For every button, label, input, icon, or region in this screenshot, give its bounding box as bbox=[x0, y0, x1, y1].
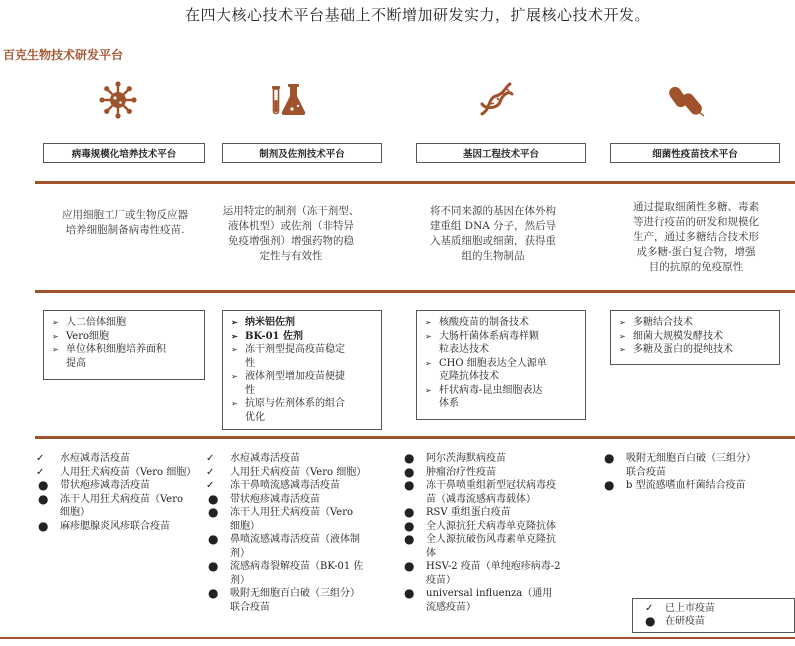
product-item: 联合疫苗 bbox=[626, 466, 666, 478]
technique-item: ➢ 核酸疫苗的制备技术 bbox=[425, 317, 529, 328]
legend-marketed: ✓ 已上市疫苗 bbox=[645, 603, 715, 614]
technique-item: ➢ 单位体积细胞培养面积 bbox=[52, 344, 166, 355]
platform-name: 病毒规模化培养技术平台 bbox=[71, 149, 177, 160]
product-item: ● 阿尔茨海默病疫苗 bbox=[404, 451, 506, 465]
techniques-list bbox=[425, 316, 579, 411]
product-item: ● 流感病毒裂解疫苗（BK-01 佐 bbox=[208, 559, 364, 573]
arrow-bullet-icon: ➢ bbox=[52, 345, 59, 354]
dot-icon: ● bbox=[208, 586, 219, 600]
legend bbox=[632, 598, 795, 633]
dot-icon: ● bbox=[208, 559, 219, 573]
dot-icon: ● bbox=[404, 518, 415, 533]
dot-icon: ● bbox=[404, 451, 415, 465]
product-item: ✓ 水痘减毒活疫苗 bbox=[36, 453, 130, 464]
dot-icon: ● bbox=[404, 532, 415, 546]
techniques-box bbox=[610, 310, 780, 365]
platform-name: 制剂及佐剂技术平台 bbox=[259, 149, 345, 160]
techniques-box bbox=[43, 310, 205, 380]
techniques-list bbox=[619, 316, 773, 357]
check-icon: ✓ bbox=[645, 603, 654, 614]
dot-icon: ● bbox=[404, 559, 415, 573]
check-icon: ✓ bbox=[36, 453, 45, 464]
product-item: ● 带状疱疹减毒活疫苗 bbox=[38, 478, 150, 492]
technique-item: 性 bbox=[245, 357, 255, 369]
techniques-box bbox=[416, 310, 586, 420]
products-list bbox=[204, 452, 400, 614]
technique-item: ➢ BK-01 佐剂 bbox=[231, 330, 303, 342]
dot-icon: ● bbox=[404, 464, 415, 479]
product-item: ● 全人源抗破伤风毒素单克隆抗 bbox=[404, 532, 556, 546]
bacteria-icon bbox=[668, 80, 708, 120]
lab-flask-icon bbox=[268, 80, 308, 120]
product-item: ● 带状疱疹减毒活疫苗 bbox=[208, 491, 320, 506]
product-item: 剂） bbox=[230, 547, 250, 559]
dot-icon: ● bbox=[38, 491, 49, 506]
arrow-bullet-icon: ➢ bbox=[52, 318, 59, 327]
technique-item: ➢ 液体剂型增加疫苗便捷 bbox=[231, 371, 345, 382]
check-icon: ✓ bbox=[206, 480, 215, 491]
product-item: ● universal influenza（通用 bbox=[404, 586, 553, 600]
intro-line: 在四大核心技术平台基础上不断增加研发实力，扩展核心技术开发。 bbox=[185, 6, 651, 24]
chart-title: 百克生物技术研发平台 bbox=[3, 48, 124, 62]
dot-icon: ● bbox=[404, 478, 415, 492]
products-list bbox=[600, 452, 790, 493]
technique-item: 克隆抗体技术 bbox=[439, 371, 499, 382]
technique-item: ➢ 大肠杆菌体系病毒样颗 bbox=[425, 330, 539, 342]
virus-icon bbox=[98, 80, 138, 120]
platform-virus-culture bbox=[43, 143, 205, 163]
product-item: ● 全人源抗狂犬病毒单克隆抗体 bbox=[404, 518, 556, 533]
arrow-bullet-icon: ➢ bbox=[619, 331, 626, 341]
check-icon: ✓ bbox=[206, 466, 215, 478]
product-item: 联合疫苗 bbox=[230, 601, 270, 613]
techniques-box bbox=[222, 310, 382, 430]
products-column bbox=[34, 452, 214, 533]
divider bbox=[35, 436, 795, 439]
platform-description: 将不同来源的基因在体外构 建重组 DNA 分子，然后导 入基质细胞或细菌，获得重 组的生物制品 bbox=[429, 205, 557, 262]
techniques-list bbox=[52, 316, 198, 370]
arrow-bullet-icon: ➢ bbox=[619, 345, 626, 354]
arrow-bullet-icon: ➢ bbox=[425, 318, 432, 327]
dot-icon: ● bbox=[645, 614, 656, 628]
arrow-bullet-icon: ➢ bbox=[231, 345, 238, 354]
dot-icon: ● bbox=[38, 518, 49, 533]
technique-item: ➢ 杆状病毒-昆虫细胞表达 bbox=[425, 384, 543, 396]
product-item: ✓ 人用狂犬病疫苗（Vero 细胞） bbox=[206, 466, 367, 478]
technique-item: 优化 bbox=[245, 411, 265, 423]
arrow-bullet-icon: ➢ bbox=[231, 317, 238, 327]
arrow-bullet-icon: ➢ bbox=[231, 330, 238, 341]
arrow-bullet-icon: ➢ bbox=[619, 318, 626, 327]
product-item: ● 肿瘤治疗性疫苗 bbox=[404, 464, 496, 479]
product-item: ● 麻疹腮腺炎风疹联合疫苗 bbox=[38, 518, 170, 533]
product-item: ● HSV-2 疫苗（单纯疱疹病毒-2 bbox=[404, 559, 561, 573]
product-item: 剂） bbox=[230, 574, 250, 586]
product-item: 体 bbox=[426, 547, 436, 559]
technique-item: ➢ 多糖及蛋白的提纯技术 bbox=[619, 344, 733, 355]
divider bbox=[0, 637, 795, 639]
technique-item: ➢ Vero细胞 bbox=[52, 330, 110, 342]
product-item: ● RSV 重组蛋白疫苗 bbox=[404, 505, 511, 519]
technique-item: 性 bbox=[245, 384, 255, 396]
product-item: 疫苗） bbox=[426, 574, 456, 586]
dot-icon: ● bbox=[404, 586, 415, 600]
product-item: ● 冻干人用狂犬病疫苗（Vero bbox=[208, 505, 354, 519]
technique-item: ➢ 冻干剂型提高疫苗稳定 bbox=[231, 344, 345, 355]
dot-icon: ● bbox=[604, 478, 615, 492]
techniques-list bbox=[231, 316, 375, 424]
technique-item: ➢ 多糖结合技术 bbox=[619, 317, 693, 328]
product-item: ● b 型流感嗜血杆菌结合疫苗 bbox=[604, 478, 746, 492]
platform-description: 应用细胞工厂或生物反应器 培养细胞制备病毒性疫苗. bbox=[62, 209, 188, 236]
divider bbox=[35, 181, 795, 184]
products-column bbox=[204, 452, 400, 614]
products-column bbox=[600, 452, 790, 493]
legend-in-development: ● 在研疫苗 bbox=[645, 614, 705, 628]
arrow-bullet-icon: ➢ bbox=[231, 372, 238, 381]
dot-icon: ● bbox=[208, 532, 219, 546]
dot-icon: ● bbox=[208, 491, 219, 506]
products-column bbox=[400, 452, 604, 614]
arrow-bullet-icon: ➢ bbox=[425, 385, 432, 395]
platform-description: 运用特定的制剂（冻干剂型、 液体机型）或佐剂（非特异 免疫增强剂）增强药物的稳 定性与有效性 bbox=[222, 205, 360, 262]
product-item: 苗（减毒流感病毒载体） bbox=[426, 493, 536, 505]
dot-icon: ● bbox=[604, 451, 615, 465]
platform-name: 基因工程技术平台 bbox=[462, 149, 539, 160]
product-item: 细胞） bbox=[230, 520, 260, 532]
platform-description: 通过提取细菌性多糖、毒素 等进行疫苗的研发和规模化 生产，通过多糖结合技术形 成多糖-蛋白复合物，增强 目的抗原的免疫原性 bbox=[633, 201, 759, 273]
product-item: ● 吸附无细胞百白破（三组分） bbox=[604, 451, 756, 465]
product-item: ✓ 水痘减毒活疫苗 bbox=[206, 453, 300, 464]
arrow-bullet-icon: ➢ bbox=[425, 331, 432, 341]
platform-bacterial-vaccine bbox=[610, 143, 780, 163]
platform-name: 细菌性疫苗技术平台 bbox=[652, 149, 738, 160]
technique-item: 提高 bbox=[66, 357, 86, 369]
technique-item: ➢ 抗原与佐剂体系的组合 bbox=[231, 398, 345, 409]
product-item: ✓ 冻干鼻喷流感减毒活疫苗 bbox=[206, 480, 340, 491]
dna-icon bbox=[476, 80, 516, 120]
dot-icon: ● bbox=[38, 478, 49, 492]
technique-item: 粒表达技术 bbox=[439, 344, 489, 355]
divider bbox=[35, 290, 795, 293]
product-item: 流感疫苗） bbox=[426, 601, 476, 613]
products-list bbox=[34, 452, 214, 533]
product-item: ✓ 人用狂犬病疫苗（Vero 细胞） bbox=[36, 466, 197, 478]
technique-item: ➢ CHO 细胞表达全人源单 bbox=[425, 357, 547, 369]
dot-icon: ● bbox=[208, 505, 219, 519]
product-item: ● 冻干鼻喷重组新型冠状病毒疫 bbox=[404, 478, 556, 492]
product-item: ● 吸附无细胞百白破（三组分） bbox=[208, 586, 360, 600]
technique-item: 体系 bbox=[439, 398, 459, 409]
check-icon: ✓ bbox=[206, 453, 215, 464]
arrow-bullet-icon: ➢ bbox=[425, 358, 432, 368]
arrow-bullet-icon: ➢ bbox=[52, 331, 59, 341]
dot-icon: ● bbox=[404, 505, 415, 519]
platform-formulation-adjuvant bbox=[222, 143, 382, 163]
technique-item: ➢ 细菌大规模发酵技术 bbox=[619, 330, 723, 342]
product-item: ● 冻干人用狂犬病疫苗（Vero bbox=[38, 491, 184, 506]
platform-genetic-engineering bbox=[416, 143, 586, 163]
technique-item: ➢ 纳米铝佐剂 bbox=[231, 317, 295, 328]
technique-item: ➢ 人二倍体细胞 bbox=[52, 317, 126, 328]
check-icon: ✓ bbox=[36, 466, 45, 478]
product-item: 细胞） bbox=[60, 507, 90, 518]
products-list bbox=[400, 452, 604, 614]
arrow-bullet-icon: ➢ bbox=[231, 399, 238, 408]
product-item: ● 鼻喷流感减毒活疫苗（液体制 bbox=[208, 532, 360, 546]
